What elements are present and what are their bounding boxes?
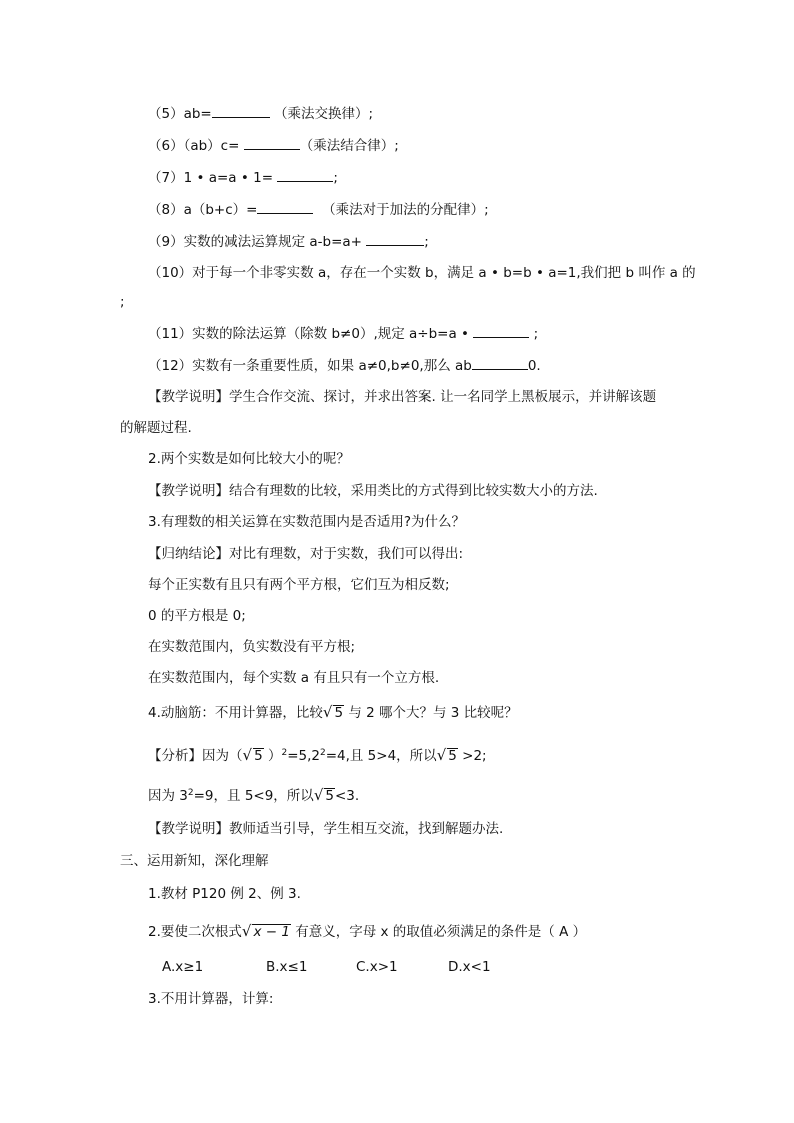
analysis-2-part: =9，且 5<9，所以 bbox=[193, 788, 314, 804]
option-a[interactable]: A.x≥1 bbox=[162, 959, 204, 975]
teaching-note-1-text: 【教学说明】学生合作交流、探讨，并求出答案. 让一名同学上黑板展示，并讲解该题 bbox=[148, 389, 657, 405]
question-4-text-end: 与 2 哪个大？与 3 比较呢？ bbox=[348, 705, 518, 721]
exponent: 2 bbox=[319, 748, 326, 758]
question-3 bbox=[148, 513, 465, 531]
question-4-text: 4.动脑筋：不用计算器，比较 bbox=[148, 705, 323, 721]
exercise-3 bbox=[148, 990, 273, 1008]
question-2 bbox=[148, 450, 350, 468]
conclusion-3 bbox=[148, 638, 355, 656]
item-10-cont bbox=[120, 293, 125, 311]
item-11-note: ; bbox=[533, 326, 539, 342]
blank-8[interactable] bbox=[257, 200, 313, 214]
conclusion-4-text: 在实数范围内，每个实数 a 有且只有一个立方根. bbox=[148, 670, 440, 686]
item-8-note: （乘法对于加法的分配律）; bbox=[322, 202, 489, 218]
blank-7[interactable] bbox=[277, 168, 333, 182]
sqrt-symbol: √ bbox=[313, 786, 324, 804]
item-9-text: （9）实数的减法运算规定 a-b=a+ bbox=[148, 234, 362, 250]
teaching-note-2 bbox=[148, 482, 598, 500]
item-6 bbox=[148, 136, 399, 155]
teaching-note-1-cont bbox=[120, 419, 192, 437]
exercise-1-text: 1.教材 P120 例 2、例 3. bbox=[148, 886, 301, 902]
option-c[interactable]: C.x>1 bbox=[356, 959, 398, 975]
conclusion-heading-text: 【归纳结论】对比有理数，对于实数，我们可以得出: bbox=[148, 546, 464, 562]
teaching-note-1-end: 的解题过程. bbox=[120, 420, 192, 436]
item-9-note: ; bbox=[424, 234, 429, 250]
sqrt-radicand: 5 bbox=[254, 748, 263, 764]
item-8-text: （8）a（b+c）= bbox=[148, 202, 258, 218]
blank-12[interactable] bbox=[472, 356, 528, 370]
conclusion-3-text: 在实数范围内，负实数没有平方根; bbox=[148, 639, 356, 655]
item-5-note: （乘法交换律）; bbox=[274, 106, 374, 122]
exercise-1 bbox=[148, 885, 301, 903]
conclusion-4 bbox=[148, 669, 439, 687]
sqrt-symbol: √ bbox=[241, 922, 252, 940]
section-3-heading-text: 三、运用新知，深化理解 bbox=[120, 853, 269, 869]
item-11-text: （11）实数的除法运算（除数 b≠0）,规定 a÷b=a • bbox=[148, 326, 470, 342]
option-b[interactable]: B.x≤1 bbox=[266, 959, 308, 975]
exercise-2-text: 2.要使二次根式 bbox=[148, 924, 242, 940]
analysis-2-text: 因为 3 bbox=[148, 788, 188, 804]
sqrt-radicand: 5 bbox=[325, 788, 334, 804]
item-10-text: （10）对于每一个非零实数 a，存在一个实数 b，满足 a • b=b • a=1,我们把 b 叫作 a 的 bbox=[148, 265, 696, 281]
conclusion-2 bbox=[148, 607, 246, 625]
analysis-1-text: 【分析】因为（ bbox=[148, 748, 243, 764]
teaching-note-2-text: 【教学说明】结合有理数的比较，采用类比的方式得到比较实数大小的方法. bbox=[148, 483, 598, 499]
sqrt-radicand: 5 bbox=[334, 705, 344, 721]
item-8 bbox=[148, 200, 489, 219]
analysis-1-part: =5,2 bbox=[287, 748, 320, 764]
analysis-1-paren: ） bbox=[267, 748, 282, 764]
blank-5[interactable] bbox=[212, 104, 270, 118]
sqrt-symbol: √ bbox=[242, 746, 253, 764]
question-4 bbox=[148, 703, 518, 722]
item-5-text: （5）ab= bbox=[148, 106, 212, 122]
blank-6[interactable] bbox=[244, 136, 300, 150]
exponent: 2 bbox=[281, 748, 288, 758]
teaching-note-1 bbox=[148, 388, 656, 406]
conclusion-2-text: 0 的平方根是 0; bbox=[148, 608, 246, 624]
item-11 bbox=[148, 324, 538, 343]
question-3-text: 3.有理数的相关运算在实数范围内是否适用?为什么？ bbox=[148, 514, 466, 530]
teaching-note-3-text: 【教学说明】教师适当引导，学生相互交流，找到解题办法. bbox=[148, 821, 504, 837]
item-7-note: ; bbox=[333, 170, 338, 186]
item-7 bbox=[148, 168, 338, 187]
exercise-2-options bbox=[162, 958, 491, 976]
blank-11[interactable] bbox=[473, 324, 529, 338]
sqrt-symbol: √ bbox=[436, 746, 447, 764]
analysis-2 bbox=[148, 784, 359, 805]
item-5 bbox=[148, 104, 373, 123]
item-10 bbox=[148, 264, 696, 282]
analysis-1-end: >2; bbox=[462, 748, 487, 764]
exercise-3-text: 3.不用计算器，计算: bbox=[148, 991, 274, 1007]
sqrt-radicand: 5 bbox=[448, 748, 457, 764]
option-d[interactable]: D.x<1 bbox=[448, 959, 491, 975]
question-2-text: 2.两个实数是如何比较大小的呢？ bbox=[148, 451, 350, 467]
analysis-1-part2: =4,且 5>4，所以 bbox=[325, 748, 437, 764]
analysis-1 bbox=[148, 744, 487, 765]
item-7-text: （7）1 • a=a • 1= bbox=[148, 170, 274, 186]
conclusion-heading bbox=[148, 545, 463, 563]
item-9 bbox=[148, 232, 429, 251]
sqrt-radicand: x − 1 bbox=[253, 924, 290, 940]
blank-9[interactable] bbox=[366, 232, 424, 246]
item-10-end: ; bbox=[120, 294, 125, 310]
item-12-note: 0. bbox=[527, 358, 541, 374]
item-6-text: （6）（ab）c= bbox=[148, 138, 240, 154]
exercise-2-text-end: 有意义，字母 x 的取值必须满足的条件是（ A ） bbox=[295, 924, 587, 940]
teaching-note-3 bbox=[148, 820, 503, 838]
section-3-heading bbox=[120, 852, 269, 870]
item-12-text: （12）实数有一条重要性质，如果 a≠0,b≠0,那么 ab bbox=[148, 358, 472, 374]
conclusion-1 bbox=[148, 576, 450, 594]
exponent: 2 bbox=[187, 788, 194, 798]
item-12 bbox=[148, 356, 541, 375]
item-6-note: （乘法结合律）; bbox=[299, 138, 399, 154]
analysis-2-end: <3. bbox=[334, 788, 360, 804]
exercise-2 bbox=[148, 922, 586, 941]
sqrt-symbol: √ bbox=[322, 703, 333, 721]
conclusion-1-text: 每个正实数有且只有两个平方根，它们互为相反数; bbox=[148, 577, 450, 593]
